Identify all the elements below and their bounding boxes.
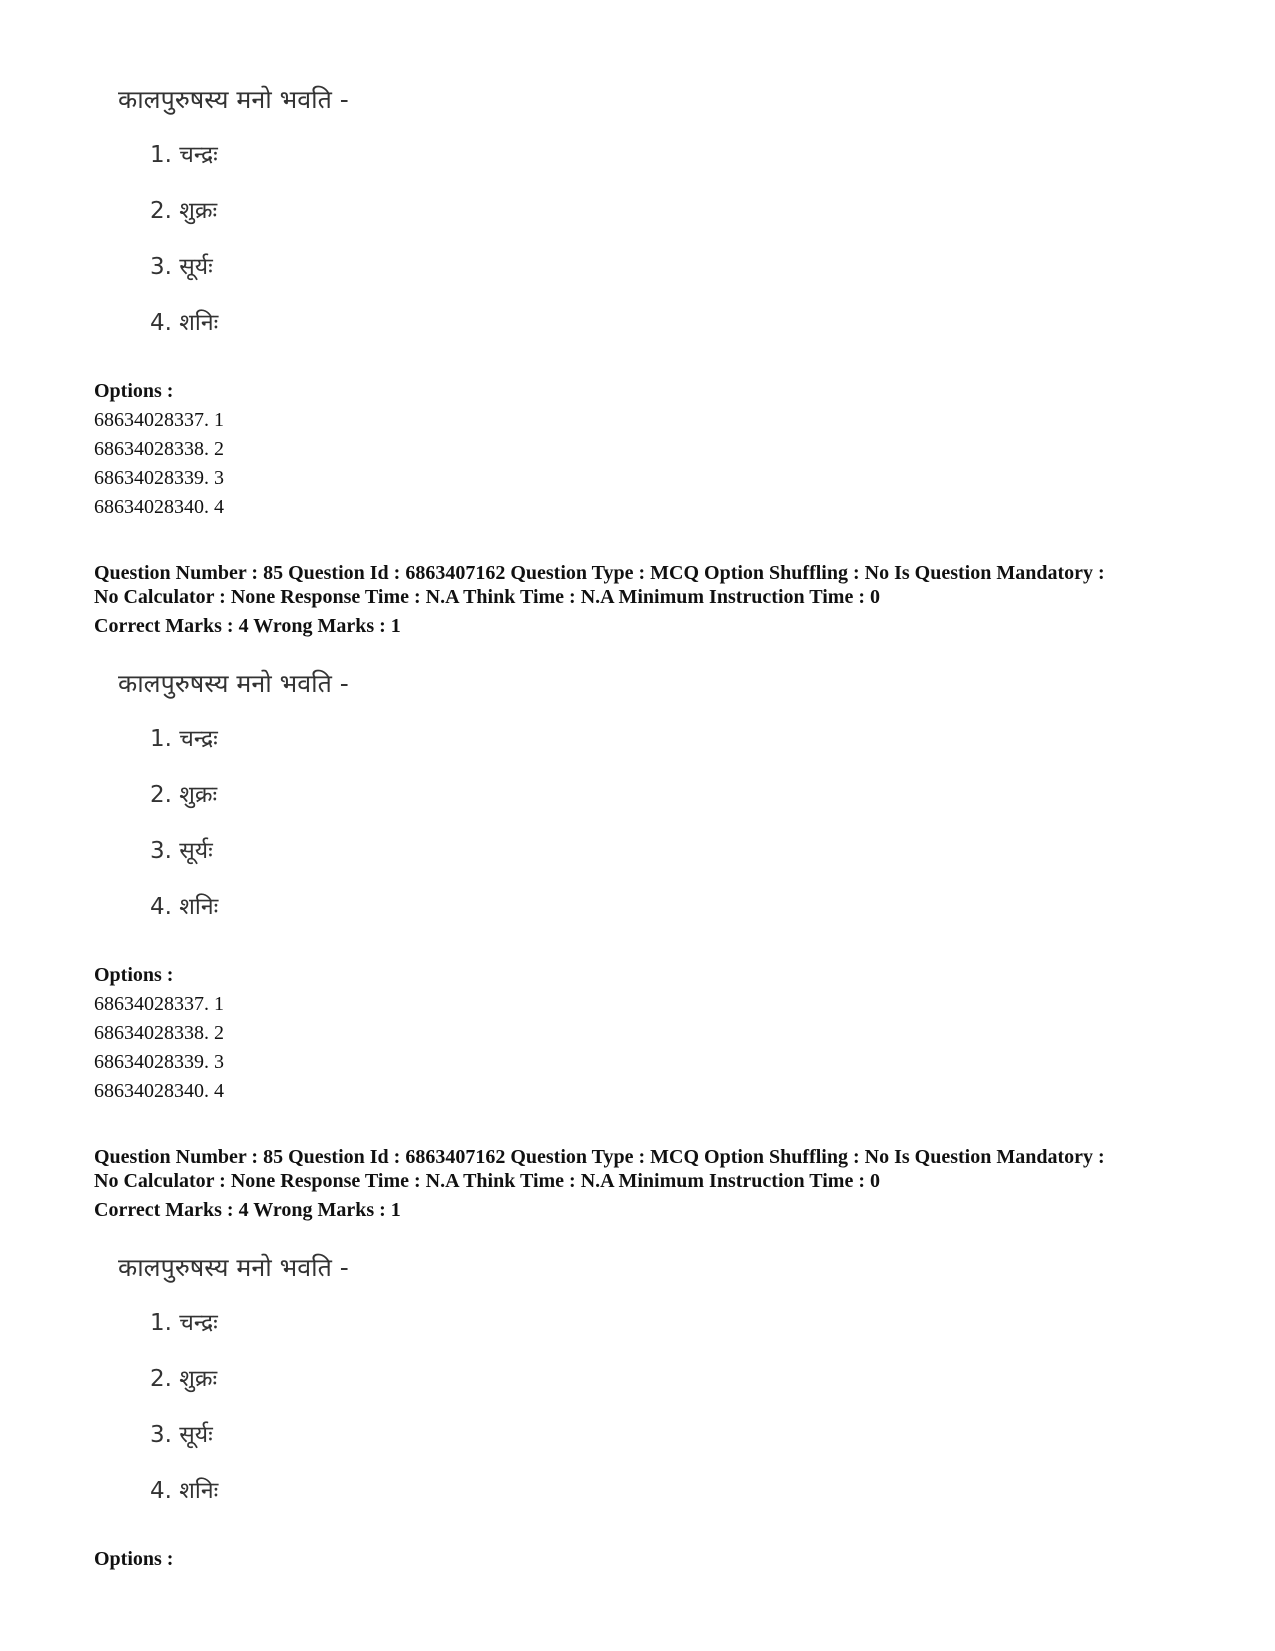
option-line-1: 68634028337. 1 xyxy=(94,993,224,1015)
option-line-4: 68634028340. 4 xyxy=(94,496,224,518)
question-choice-2: 2. शुक्रः xyxy=(150,1366,218,1392)
question-meta-line-2: No Calculator : None Response Time : N.A Think Time : N.A Minimum Instruction Time : 0 xyxy=(94,586,880,608)
options-heading: Options : xyxy=(94,1548,174,1570)
question-choice-4: 4. शनिः xyxy=(150,894,219,920)
question-stem: कालपुरुषस्य मनो भवति - xyxy=(118,85,349,114)
question-stem: कालपुरुषस्य मनो भवति - xyxy=(118,669,349,698)
question-choice-4: 4. शनिः xyxy=(150,1478,219,1504)
question-choice-3: 3. सूर्यः xyxy=(150,254,213,280)
question-choice-3: 3. सूर्यः xyxy=(150,1422,213,1448)
question-meta-line-1: Question Number : 85 Question Id : 6863407162 Question Type : MCQ Option Shuffling : No Is Question Mandatory : xyxy=(94,1146,1105,1168)
question-choice-1: 1. चन्द्रः xyxy=(150,142,218,168)
question-image xyxy=(118,84,349,336)
question-stem: कालपुरुषस्य मनो भवति - xyxy=(118,1253,349,1282)
question-meta-line-2: No Calculator : None Response Time : N.A Think Time : N.A Minimum Instruction Time : 0 xyxy=(94,1170,880,1192)
question-choice-1: 1. चन्द्रः xyxy=(150,1310,218,1336)
option-line-2: 68634028338. 2 xyxy=(94,438,224,460)
question-meta xyxy=(94,561,1204,638)
question-marks: Correct Marks : 4 Wrong Marks : 1 xyxy=(94,615,401,637)
option-line-4: 68634028340. 4 xyxy=(94,1080,224,1102)
option-line-2: 68634028338. 2 xyxy=(94,1022,224,1044)
options-heading: Options : xyxy=(94,380,174,402)
options-heading: Options : xyxy=(94,964,174,986)
question-meta-line-1: Question Number : 85 Question Id : 6863407162 Question Type : MCQ Option Shuffling : No Is Question Mandatory : xyxy=(94,562,1105,584)
question-image xyxy=(118,668,349,920)
question-choice-2: 2. शुक्रः xyxy=(150,198,218,224)
question-marks: Correct Marks : 4 Wrong Marks : 1 xyxy=(94,1199,401,1221)
option-line-3: 68634028339. 3 xyxy=(94,467,224,489)
question-image xyxy=(118,1252,349,1504)
question-choice-3: 3. सूर्यः xyxy=(150,838,213,864)
question-meta xyxy=(94,1145,1204,1222)
question-choice-2: 2. शुक्रः xyxy=(150,782,218,808)
option-line-3: 68634028339. 3 xyxy=(94,1051,224,1073)
question-choice-1: 1. चन्द्रः xyxy=(150,726,218,752)
question-choice-4: 4. शनिः xyxy=(150,310,219,336)
option-line-1: 68634028337. 1 xyxy=(94,409,224,431)
